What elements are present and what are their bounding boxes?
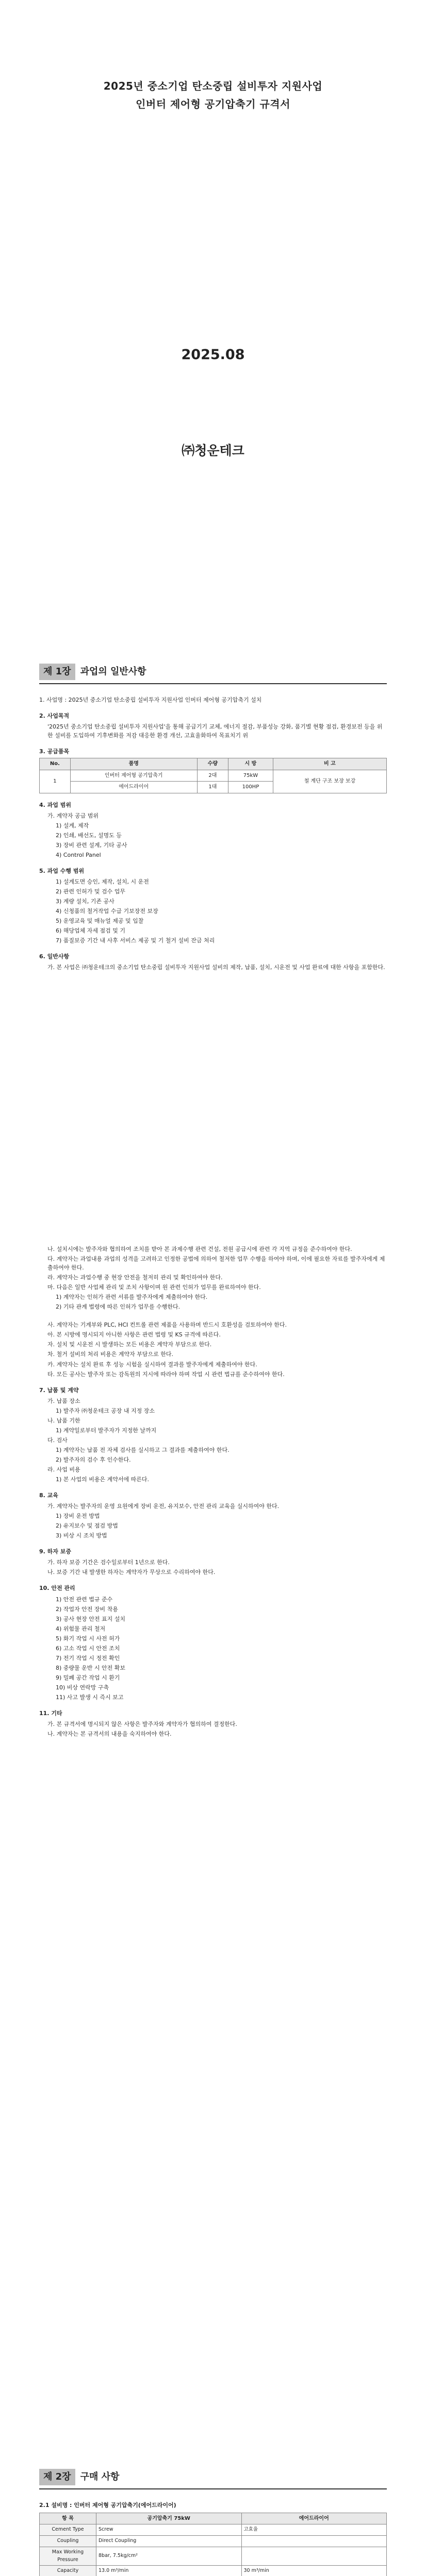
table-cell	[241, 2536, 387, 2547]
list-item: 나. 보증 기간 내 발생한 하자는 계약자가 무상으로 수리하여야 한다.	[47, 1569, 216, 1576]
list-item: 5) 화기 작업 시 사전 허가	[56, 1635, 120, 1642]
chapter-1-page	[0, 602, 426, 1204]
table-cell	[241, 2547, 387, 2565]
table-row	[40, 2566, 387, 2576]
list-item: 4) Control Panel	[56, 851, 101, 858]
list-item: 4) 신청품의 철거작업 수급 기보장전 보장	[56, 908, 158, 915]
closing-heading: 11. 기타	[39, 1710, 62, 1717]
supply-cell: 에어드라이어	[70, 782, 197, 793]
list-item: 아. 본 시방에 명시되지 아니한 사항은 관련 법령 및 KS 규격에 따른다.	[47, 1331, 221, 1338]
list-item: 가. 계약자 공급 범위	[47, 812, 99, 819]
supply-cell: 1	[40, 770, 71, 793]
list-item: 1) 본 사업의 비용은 계약서에 따른다.	[56, 1476, 150, 1483]
supply-cell: 2대	[197, 770, 228, 782]
extra-list	[39, 1320, 387, 1378]
closing-list	[39, 1720, 387, 1738]
list-item: 1) 계약일로부터 발주자가 지정한 날까지	[56, 1427, 157, 1434]
list-item: 7) 전기 작업 시 정전 확인	[56, 1654, 120, 1662]
table-cell: Screw	[96, 2524, 242, 2536]
list-item: 3) 비상 시 조치 방법	[56, 1532, 107, 1539]
list-item: 다. 검사	[47, 1436, 68, 1444]
list-item: 5) 운영교육 및 매뉴얼 제공 및 입찰	[56, 918, 144, 925]
table-cell: Max Working Pressure	[40, 2547, 96, 2565]
list-item: 가. 계약자는 발주자의 운영 요원에게 장비 운전, 유지보수, 안전 관리 교육을 실시하여야 한다.	[47, 1503, 280, 1510]
list-item: 카. 계약자는 설치 완료 후 성능 시험을 실시하여 결과를 발주자에게 제출하여야 한다.	[47, 1361, 257, 1368]
list-item: 1) 설계, 제작	[56, 822, 89, 829]
table-cell: Direct Coupling	[96, 2536, 242, 2547]
supply-heading: 3. 공급품목	[39, 748, 70, 755]
table-cell: Capacity	[40, 2566, 96, 2576]
supply-col-name: 품명	[70, 758, 197, 770]
purpose-heading: 2. 사업목적	[39, 712, 70, 719]
supply-cell: 100HP	[228, 782, 273, 793]
chapter-2-title: 구매 사항	[80, 2471, 120, 2482]
list-item: 가. 하자 보증 기간은 검수일로부터 1년으로 한다.	[47, 1559, 170, 1566]
list-item: 가. 납품 장소	[47, 1397, 80, 1404]
supply-col-no: No.	[40, 758, 71, 770]
list-item: 나. 설치시에는 발주자와 협의하여 조치를 받아 본 과제수행 관련 건설, 전원 공급시에 관련 각 지역 규정을 준수하여야 한다.	[47, 1246, 352, 1252]
table-cell: Coupling	[40, 2536, 96, 2547]
list-item: 4) 위험물 관리 철저	[56, 1625, 106, 1632]
list-item: 1) 계약자는 인허가 관련 서류를 발주자에게 제출하여야 한다.	[56, 1294, 208, 1301]
list-item: 6) 고소 작업 시 안전 조치	[56, 1645, 120, 1652]
list-item: 1) 장비 운전 방법	[56, 1513, 100, 1520]
cover-title-line-1: 2025년 중소기업 탄소중립 설비투자 지원사업	[103, 80, 323, 92]
list-item: 3) 공사 현장 안전 표지 설치	[56, 1615, 126, 1622]
spec-table	[39, 2513, 387, 2576]
supply-col-note: 비 고	[273, 758, 386, 770]
general-heading: 6. 일반사항	[39, 953, 70, 960]
list-item: 6) 해당업체 자세 점검 및 기	[56, 927, 126, 935]
table-cell: 30 m³/min	[241, 2566, 387, 2576]
list-item: 다. 계약자는 과업내용 과업의 성격을 고려하고 인정한 공법에 의하여 철저한 업무 수행을 하여야 하며, 이에 필요한 자료를 발주자에게 제출하여야 한다.	[47, 1256, 385, 1272]
chapter-2-header	[39, 2469, 387, 2489]
list-item: 2) 인쇄, 배선도, 설명도 등	[56, 832, 122, 839]
chapter-2-number: 제 2장	[39, 2469, 75, 2485]
warranty-list	[39, 1558, 387, 1577]
list-item: 10) 비상 연락망 구축	[56, 1684, 109, 1691]
list-item: 2) 기타 관계 법령에 따른 인허가 업무를 수행한다.	[56, 1303, 181, 1311]
list-item: 가. 본 규격서에 명시되지 않은 사항은 발주자와 계약자가 협의하여 결정한다.	[47, 1721, 237, 1728]
table-cell: 13.0 m³/min	[96, 2566, 242, 2576]
supply-cell: 1대	[197, 782, 228, 793]
list-item: 마. 다음은 일반 사업체 관리 및 조치 사항이며 원 관련 인허가 업무를 완료하여야 한다.	[47, 1284, 261, 1291]
list-item: 1) 안전 관련 법규 준수	[56, 1596, 113, 1603]
spec-col-dryer: 에어드라이어	[241, 2513, 387, 2524]
work-list	[39, 877, 387, 945]
list-item: 차. 철거 설비의 처리 비용은 계약자 부담으로 한다.	[47, 1351, 173, 1358]
chapter-1-title: 과업의 일반사항	[80, 666, 146, 677]
list-item: 2) 발주자의 검수 후 인수한다.	[56, 1456, 131, 1463]
list-item: 9) 밀폐 공간 작업 시 환기	[56, 1674, 120, 1681]
table-row	[40, 2524, 387, 2536]
delivery-heading: 7. 납품 및 계약	[39, 1386, 79, 1394]
table-cell: 8bar, 7.5kg/cm²	[96, 2547, 242, 2565]
list-item: 2) 관련 인허가 및 검수 업무	[56, 888, 126, 895]
scope-heading: 4. 과업 범위	[39, 801, 71, 808]
cover-title-line-2: 인버터 제어형 공기압축기 규격서	[136, 98, 290, 110]
list-item: 라. 사업 비용	[47, 1466, 80, 1473]
list-item: 라. 계약자는 과업수행 중 현장 안전을 철저히 관리 및 확인하여야 한다.	[47, 1274, 223, 1281]
scope-list	[39, 811, 387, 859]
cover-title	[39, 77, 387, 113]
warranty-heading: 9. 하자 보증	[39, 1548, 71, 1555]
work-heading: 5. 과업 수행 범위	[39, 867, 85, 874]
supply-cell: 75kW	[228, 770, 273, 782]
supply-table	[39, 758, 387, 793]
list-item: 1) 계약자는 납품 전 자체 검사를 실시하고 그 결과를 제출하여야 한다.	[56, 1446, 230, 1453]
safety-list	[39, 1595, 387, 1702]
training-list	[39, 1502, 387, 1540]
purpose-text: '2025년 중소기업 탄소중립 설비투자 지원사업'을 통해 공급기기 교체, 에너지 절감, 부품성능 강화, 품기별 현황 점검, 환경보전 등을 위한 설비를 도입하여 기후변화를 저감 대응한 환경 개선, 고효율화하여 목표치기 위	[47, 723, 383, 739]
list-item: 2) 유지보수 및 점검 방법	[56, 1522, 118, 1530]
cover-date: 2025.08	[181, 347, 245, 363]
list-item: 타. 모든 공사는 발주자 또는 감독원의 지시에 따라야 하며 작업 시 관련 법규를 준수하여야 한다.	[47, 1370, 285, 1378]
supply-col-spec: 시 방	[228, 758, 273, 770]
spec-col-item: 항 목	[40, 2513, 96, 2524]
training-heading: 8. 교육	[39, 1492, 58, 1499]
table-row	[40, 2547, 387, 2565]
list-item: 11) 사고 발생 시 즉시 보고	[56, 1693, 124, 1701]
list-item: 2) 작업자 안전 장비 착용	[56, 1605, 118, 1613]
list-item: 7) 품질보증 기간 내 사후 서비스 제공 및 기 철거 설비 잔금 처리	[56, 937, 215, 944]
list-item: 나. 계약자는 본 규격서의 내용을 숙지하여야 한다.	[47, 1731, 172, 1738]
chapter-1-header	[39, 664, 387, 684]
general-list	[39, 1245, 387, 1311]
project-name: 1. 사업명 : 2025년 중소기업 탄소중립 설비투자 지원사업 인버터 제어형 공기압축기 설치	[39, 696, 262, 703]
list-item: 나. 납품 기한	[47, 1417, 80, 1424]
cover-company: ㈜청운테크	[182, 443, 244, 458]
general-text: 가. 본 사업은 ㈜청운테크의 중소기업 탄소중립 설비투자 지원사업 설비의 제작, 납품, 설치, 시운전 및 사업 완료에 대한 사항을 포함한다.	[47, 964, 385, 971]
safety-heading: 10. 안전 관리	[39, 1585, 75, 1592]
delivery-list	[39, 1397, 387, 1484]
supply-cell: 인버터 제어형 공기압축기	[70, 770, 197, 782]
table-row	[40, 770, 387, 782]
supply-col-qty: 수량	[197, 758, 228, 770]
list-item: 3) 장비 관련 설계, 기타 공사	[56, 841, 127, 849]
table-cell: 고효율	[241, 2524, 387, 2536]
list-item: 8) 중량물 운반 시 안전 확보	[56, 1664, 126, 1671]
chapter-1-number: 제 1장	[39, 664, 75, 680]
table-row	[40, 2536, 387, 2547]
chapter-2-page	[0, 2407, 426, 2576]
list-item: 3) 계량 설치, 기존 공사	[56, 898, 114, 905]
list-item: 자. 설치 및 시운전 시 발생하는 모든 비용은 계약자 부담으로 한다.	[47, 1341, 212, 1348]
spec-heading: 2.1 설비명 : 인버터 제어형 공기압축기(에어드라이어)	[39, 2501, 176, 2509]
spec-col-compressor: 공기압축기 75kW	[96, 2513, 242, 2524]
cover-page	[0, 0, 426, 602]
list-item: 1) 설계도면 승인, 제작, 설치, 시 운전	[56, 878, 149, 885]
supply-cell: 철 계단 구조 보장 보강	[273, 770, 386, 793]
table-cell: Cement Type	[40, 2524, 96, 2536]
blank-page	[0, 1805, 426, 2407]
list-item: 사. 계약자는 기계부와 PLC, HCI 컨트롤 관련 제품을 사용하며 반드시 호환성을 검토하여야 한다.	[47, 1321, 287, 1329]
list-item: 1) 발주자 ㈜청운테크 공장 내 지정 장소	[56, 1407, 155, 1414]
chapter-1-page-continued	[0, 1204, 426, 1805]
